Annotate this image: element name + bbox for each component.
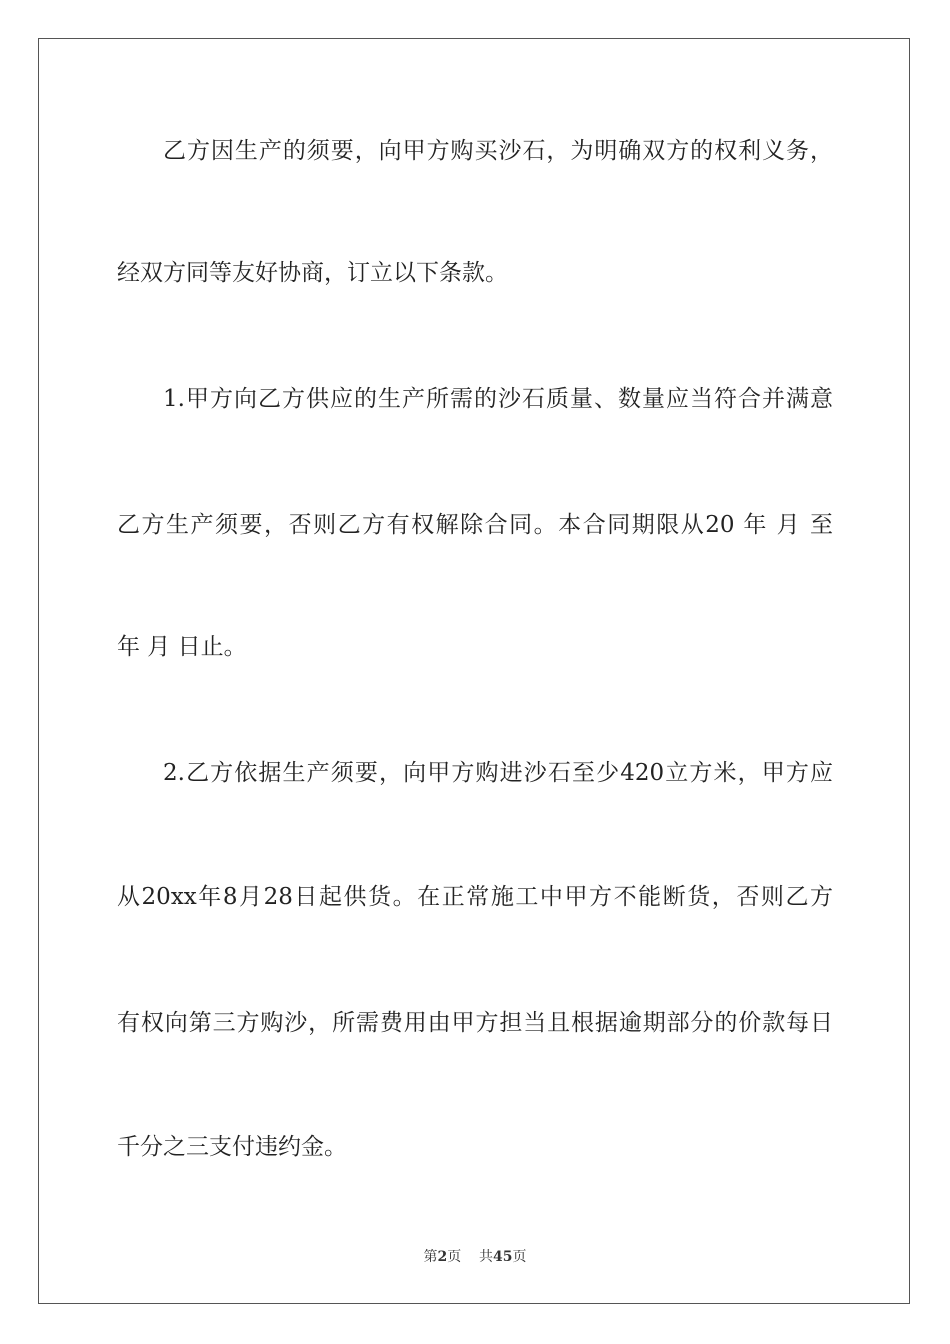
total-pages: 45 bbox=[493, 1249, 513, 1265]
paragraph-line: 从20xx年8月28日起供货。在正常施工中甲方不能断货，否则乙方 bbox=[117, 884, 833, 910]
total-suffix: 页 bbox=[512, 1249, 527, 1265]
page-footer bbox=[0, 1248, 950, 1266]
paragraph-line: 2.乙方依据生产须要，向甲方购进沙石至少420立方米，甲方应 bbox=[163, 760, 833, 786]
paragraph-line: 经双方同等友好协商，订立以下条款。 bbox=[117, 260, 508, 286]
page-border bbox=[38, 38, 910, 1304]
page-number: 2 bbox=[437, 1249, 448, 1265]
page-prefix: 第 bbox=[423, 1249, 438, 1265]
paragraph-line: 有权向第三方购沙，所需费用由甲方担当且根据逾期部分的价款每日 bbox=[117, 1010, 833, 1036]
paragraph-line: 千分之三支付违约金。 bbox=[117, 1134, 347, 1160]
total-prefix: 共 bbox=[479, 1249, 494, 1265]
paragraph-line: 1.甲方向乙方供应的生产所需的沙石质量、数量应当符合并满意 bbox=[163, 386, 833, 412]
paragraph-line: 乙方因生产的须要，向甲方购买沙石，为明确双方的权利义务， bbox=[163, 138, 833, 164]
paragraph-line: 年 月 日止。 bbox=[117, 634, 247, 660]
paragraph-line: 乙方生产须要，否则乙方有权解除合同。本合同期限从20 年 月 至 bbox=[117, 512, 833, 538]
page-suffix: 页 bbox=[447, 1249, 462, 1265]
